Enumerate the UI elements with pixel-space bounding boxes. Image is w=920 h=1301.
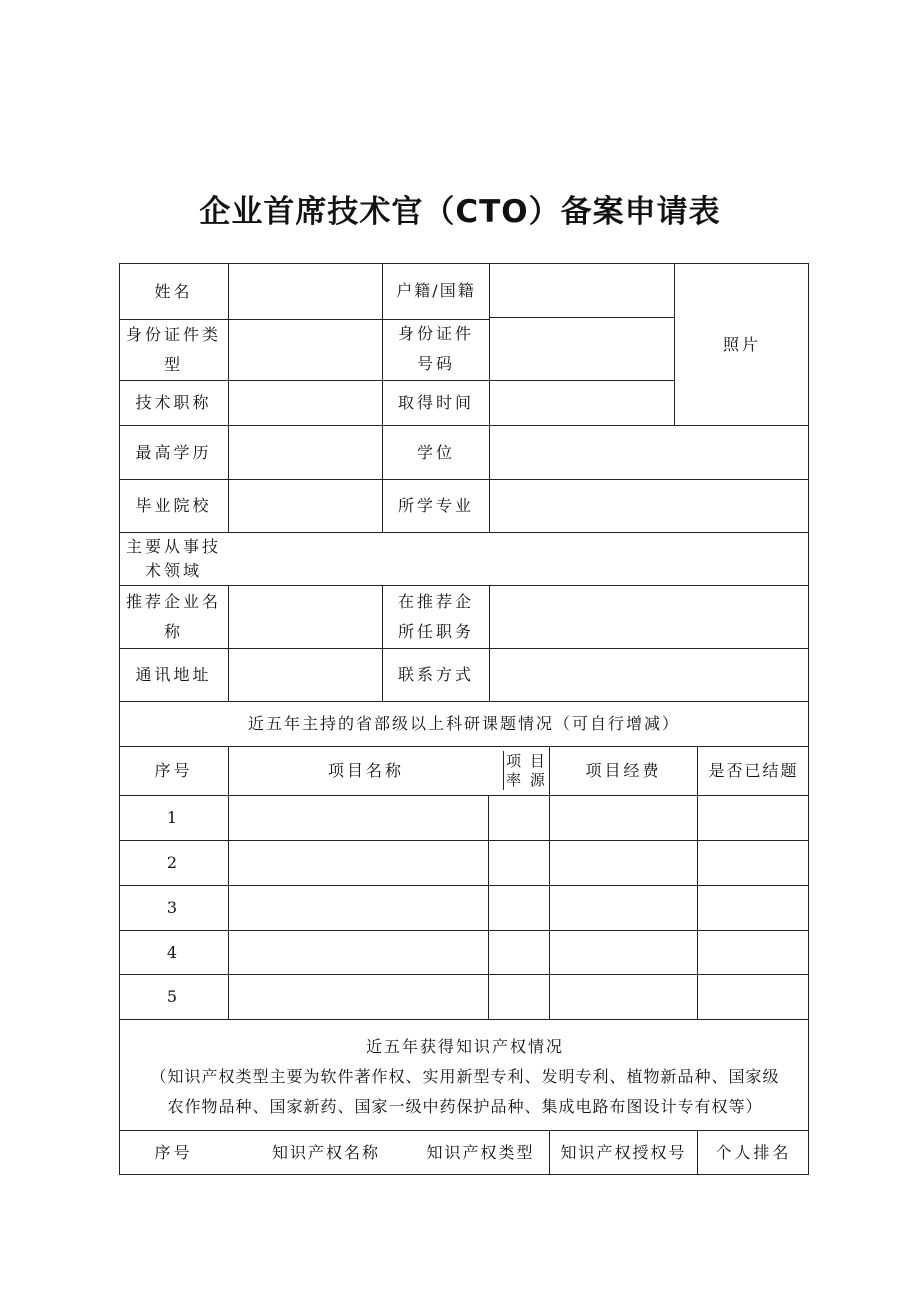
id-type-field[interactable] xyxy=(229,320,382,380)
obtain-time-field[interactable] xyxy=(490,381,674,425)
major-label: 所学专业 xyxy=(397,496,474,515)
project-row-index: 2 xyxy=(166,853,181,872)
project-row-index: 3 xyxy=(166,898,181,917)
degree-field[interactable] xyxy=(490,426,809,479)
projects-header-index: 序号 xyxy=(154,761,193,780)
contact-label: 联系方式 xyxy=(397,665,474,684)
projects-header-funding: 项目经费 xyxy=(585,761,662,780)
ip-header-auth-no: 知识产权授权号 xyxy=(560,1143,687,1162)
company-label: 推荐企业名称 xyxy=(125,592,221,641)
col-divider xyxy=(488,795,489,1020)
ip-header-name: 知识产权名称 xyxy=(271,1143,380,1162)
projects-header-concluded: 是否已结题 xyxy=(708,761,799,780)
position-field[interactable] xyxy=(490,586,809,648)
tech-title-label: 技术职称 xyxy=(135,393,212,412)
school-label: 毕业院校 xyxy=(135,496,212,515)
row-divider xyxy=(119,1019,809,1020)
domicile-field[interactable] xyxy=(490,264,674,317)
ip-section-header xyxy=(120,1032,810,1122)
school-field[interactable] xyxy=(229,480,382,532)
ip-header-rank: 个人排名 xyxy=(715,1143,792,1162)
education-field[interactable] xyxy=(229,426,382,479)
name-field[interactable] xyxy=(229,264,382,319)
address-label: 通讯地址 xyxy=(135,665,212,684)
major-field[interactable] xyxy=(490,480,809,532)
ip-section-title: 近五年获得知识产权情况 xyxy=(365,1037,564,1056)
field-label: 主要从事技术领域 xyxy=(125,537,221,580)
tech-title-field[interactable] xyxy=(229,381,382,425)
id-number-field[interactable] xyxy=(490,318,674,380)
projects-header-source-top: 项 目 xyxy=(506,752,547,770)
degree-label: 学位 xyxy=(416,442,455,462)
field-input[interactable] xyxy=(229,533,809,585)
ip-note-line1: （知识产权类型主要为软件著作权、实用新型专利、发明专利、植物新品种、国家级 xyxy=(150,1067,780,1086)
address-field[interactable] xyxy=(229,649,382,701)
id-number-label: 身份证件号码 xyxy=(397,324,474,373)
ip-header-type: 知识产权类型 xyxy=(426,1143,535,1162)
ip-note-line2: 农作物品种、国家新药、国家一级中药保护品种、集成电路布图设计专有权等） xyxy=(167,1097,763,1116)
name-label: 姓名 xyxy=(154,281,193,301)
position-label: 在推荐企所任职务 xyxy=(397,592,474,641)
obtain-time-label: 取得时间 xyxy=(397,393,474,412)
education-label: 最高学历 xyxy=(135,442,212,462)
project-row-index: 5 xyxy=(166,987,181,1006)
project-row-index: 1 xyxy=(166,808,181,827)
projects-section-title: 近五年主持的省部级以上科研课题情况（可自行增减） xyxy=(247,714,680,733)
projects-header-source-bottom: 率 源 xyxy=(506,771,547,789)
projects-header-source xyxy=(504,749,549,793)
id-type-label: 身份证件类型 xyxy=(125,325,221,374)
company-field[interactable] xyxy=(229,586,382,648)
domicile-label: 户籍/国籍 xyxy=(396,280,476,300)
photo-box[interactable]: 照片 xyxy=(722,334,761,354)
projects-header-name: 项目名称 xyxy=(327,761,404,780)
contact-field[interactable] xyxy=(490,649,809,701)
ip-header-index: 序号 xyxy=(154,1143,193,1162)
page-title: 企业首席技术官（CTO）备案申请表 xyxy=(199,194,721,230)
project-row-index: 4 xyxy=(166,942,181,962)
